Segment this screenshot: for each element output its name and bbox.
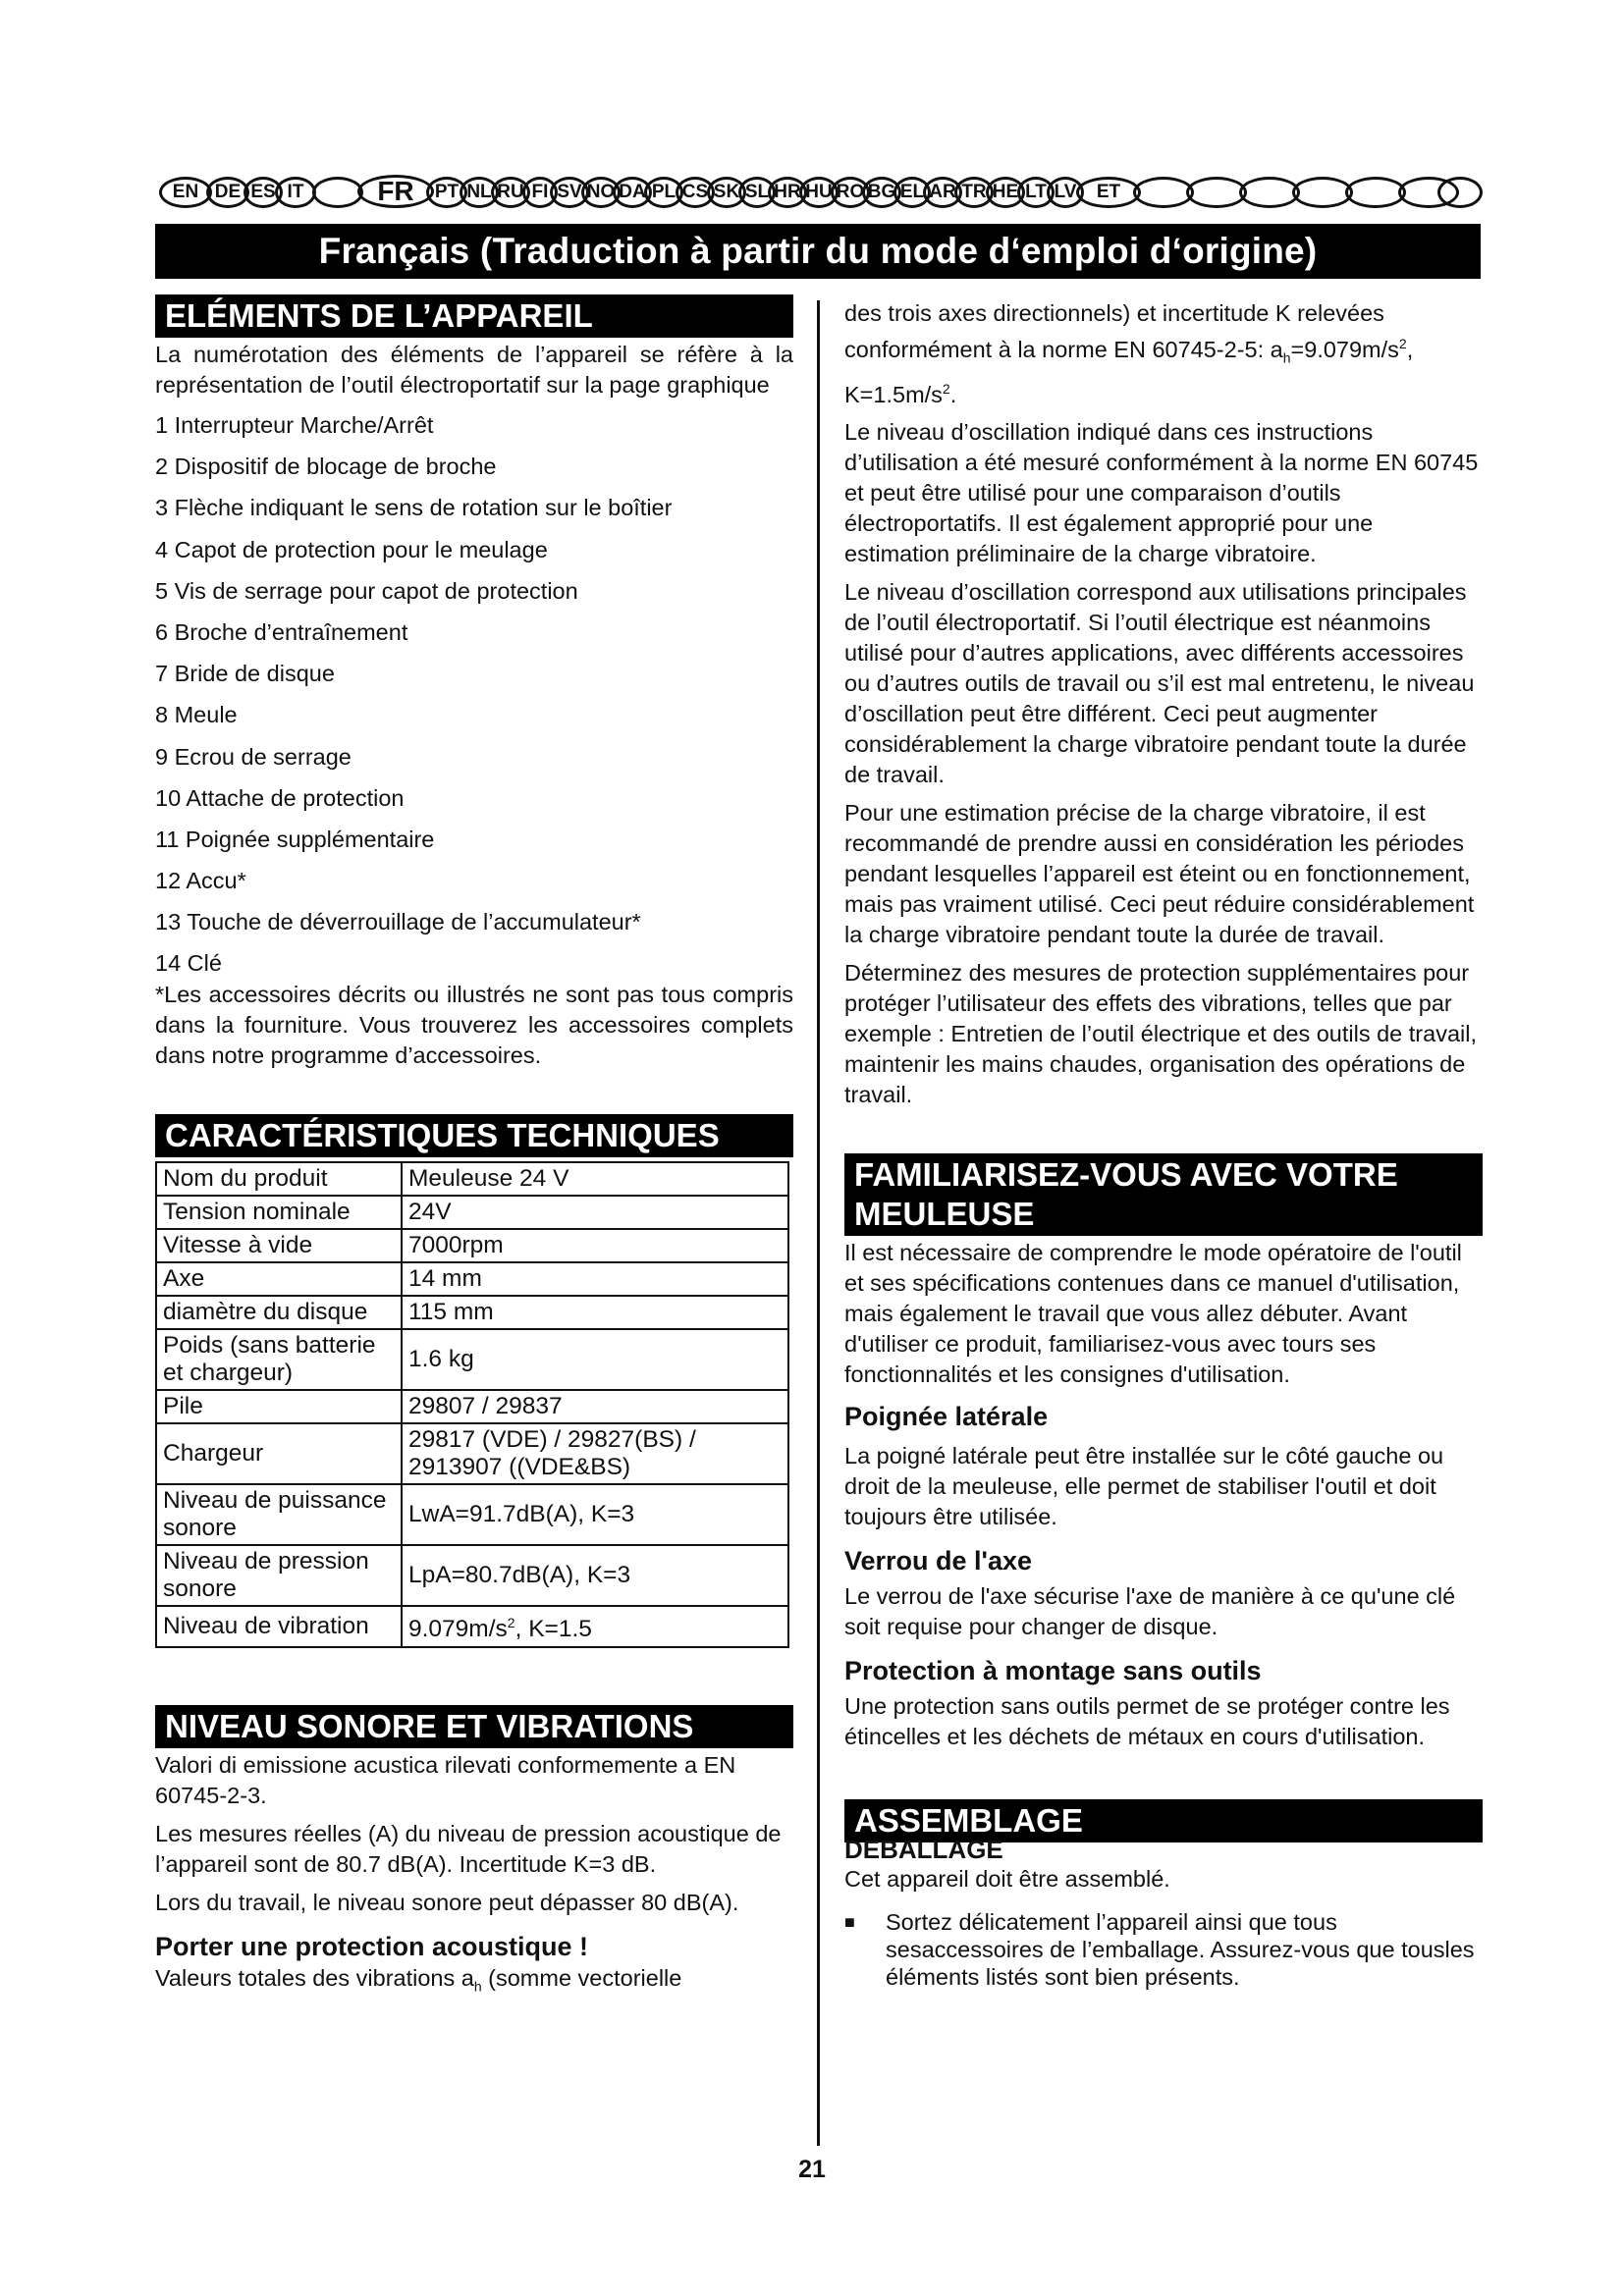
table-row [156,1262,788,1296]
table-row [156,1423,788,1484]
lang-tab-ro[interactable]: RO [831,177,870,208]
list-item: 7 Bride de disque [155,661,335,687]
side-handle-text: La poigné latérale peut être installée sur le côté gauche ou droit de la meuleuse, elle permet de stabiliser l'outil et doit toujours être utilisée. [844,1443,1444,1530]
lang-tab-en[interactable]: EN [159,177,212,208]
lang-tab-no[interactable]: NO [581,177,621,208]
lang-tab-he[interactable]: HE [986,177,1025,208]
table-row [156,1606,788,1646]
list-item: 4 Capot de protection pour le meulage [155,536,548,562]
familiar-intro: Il est nécessaire de comprendre le mode opératoire de l'outil et ses spécifications contenues dans ce manuel d'utilisation, mais également le travail que vous allez débuter. Avant d'utiliser ce produit, familiarisez-vous avec tours ses fonctionnalités et les consignes d'utilisation. [844,1240,1462,1388]
lang-tab-blank [1239,177,1300,208]
list-item: 9 Ecrou de serrage [155,743,352,770]
column-divider [817,300,820,2146]
lang-tab-pl[interactable]: PL [644,177,683,208]
lang-tab-hu[interactable]: HU [799,177,839,208]
list-item: 13 Touche de déverrouillage de l’accumulateur* [155,909,641,935]
spec-value: LpA=80.7dB(A), K=3 [402,1545,788,1606]
vibration-text-sub: h [473,1978,482,1995]
language-tabs [159,177,1480,216]
list-item: 1 Interrupteur Marche/Arrêt [155,412,434,438]
table-row [156,1329,788,1390]
spec-value: 29817 (VDE) / 29827(BS) / 2913907 ((VDE&BS) [402,1423,788,1484]
section-title-familiar [844,1153,1483,1236]
spec-value: 24V [402,1196,788,1229]
lang-tab-bg[interactable]: BG [862,177,901,208]
list-item: 12 Accu* [155,868,246,894]
lang-tab-blank [312,177,363,208]
continuation-text-c: , K=1.5m/s [844,336,1414,407]
vibration-values-text [155,1963,793,2002]
spec-value: 7000rpm [402,1229,788,1262]
spec-label: Vitesse à vide [156,1229,402,1262]
elements-list [155,410,793,978]
oscillation-paragraph-3: Pour une estimation précise de la charge vibratoire, il est recommandé de prendre aussi en considération les périodes pendant lesquelles l’appareil est éteint ou en fonctionnement, mais pas vraiment utilisé. Ceci peut réduire considérablement la charge vibratoire pendant toute la durée de travail. [844,800,1475,948]
spindle-lock-text: Le verrou de l'axe sécurise l'axe de manière à ce qu'une clé soit requise pour changer de disque. [844,1583,1456,1640]
list-item: 10 Attache de protection [155,784,405,811]
list-item [844,1908,1483,1991]
list-item: 8 Meule [155,702,238,728]
lang-tab-it[interactable]: IT [275,177,316,208]
list-item: 3 Flèche indiquant le sens de rotation sur le boîtier [155,495,673,521]
spec-label: Tension nominale [156,1196,402,1229]
spec-label: Niveau de vibration [156,1606,402,1646]
list-item: 11 Poignée supplémentaire [155,826,435,852]
oscillation-paragraph-1: Le niveau d’oscillation indiqué dans ces instructions d’utilisation a été mesuré conformément à la norme EN 60745 et peut être utilisé pour une comparaison d’outils électroportatifs. Il est également approprié pour une estimation préliminaire de la charge vibratoire. [844,419,1479,567]
hearing-protection-heading: Porter une protection acoustique ! [155,1931,589,1961]
accessories-footnote: *Les accessoires décrits ou illustrés ne sont pas tous compris dans la fourniture. Vous trouverez les accessoires complets dans notre programme d’accessoires. [155,982,793,1069]
list-item: 5 Vis de serrage pour capot de protection [155,577,578,604]
lang-tab-blank [1345,177,1406,208]
vibration-continuation [844,298,1483,409]
lang-tab-fr[interactable]: FR [357,175,434,208]
table-row [156,1229,788,1262]
spec-value: 1.6 kg [402,1329,788,1390]
lang-tab-es[interactable]: ES [244,177,283,208]
lang-tab-pt[interactable]: PT [426,177,467,208]
toolless-guard-text: Une protection sans outils permet de se protéger contre les étincelles et les déchets de métaux en cours d'utilisation. [844,1693,1450,1750]
list-item: 6 Broche d’entraînement [155,618,408,645]
vibration-text-b: (somme vectorielle [481,1964,682,1991]
lang-tab-nl[interactable]: NL [460,177,499,208]
unpacking-instruction: Sortez délicatement l’appareil ainsi que tous sesaccessoires de l’emballage. Assurez-vous que tousles éléments listés sont bien présents. [886,1909,1475,1991]
noise-standard-text: Valori di emissione acustica rilevati conformemente a EN 60745-2-3. [155,1751,736,1808]
spec-value: 29807 / 29837 [402,1390,788,1423]
lang-tab-hr[interactable]: HR [768,177,807,208]
familiar-title-line-1: FAMILIARISEZ-VOUS AVEC VOTRE [854,1156,1398,1194]
section-title-elements: ELÉMENTS DE L’APPAREIL [155,294,793,338]
section-title-assembly: ASSEMBLAGE [844,1799,1483,1842]
toolless-guard-heading: Protection à montage sans outils [844,1656,1262,1686]
lang-tab-de[interactable]: DE [206,177,249,208]
continuation-text-d: . [949,381,957,407]
lang-tab-blank [1133,177,1194,208]
assembly-intro: Cet appareil doit être assemblé. [844,1866,1170,1893]
square-bullet-icon: ■ [844,1912,855,1933]
continuation-text-a: des trois axes directionnels) et incertitude K relevées conformément à la norme EN 60745-2-5: a [844,300,1384,362]
spec-label: Poids (sans batterie et chargeur) [156,1329,402,1390]
continuation-sub: h [1282,349,1291,366]
table-row [156,1390,788,1423]
familiar-title-line-2: MEULEUSE [854,1196,1035,1233]
spec-label: Nom du produit [156,1162,402,1196]
specs-table [155,1161,789,1647]
spindle-lock-heading: Verrou de l'axe [844,1546,1033,1576]
lang-tab-fi[interactable]: FI [522,177,558,208]
spec-value: Meuleuse 24 V [402,1162,788,1196]
continuation-text-b: =9.079m/s [1290,336,1399,362]
page-title: Français (Traduction à partir du mode d‘emploi d‘origine) [155,224,1481,279]
lang-tab-blank [1292,177,1353,208]
spec-label: Niveau de puissance sonore [156,1484,402,1545]
list-item: 2 Dispositif de blocage de broche [155,454,497,480]
section-title-specs: CARACTÉRISTIQUES TECHNIQUES [155,1114,793,1157]
spec-label: Chargeur [156,1423,402,1484]
section-title-noise: NIVEAU SONORE ET VIBRATIONS [155,1705,793,1748]
spec-value-tail: , K=1.5 [514,1616,592,1643]
lang-tab-et[interactable]: ET [1076,177,1141,208]
table-row [156,1484,788,1545]
spec-value: 14 mm [402,1262,788,1296]
lang-tab-ru[interactable]: RU [491,177,530,208]
lang-tab-sl[interactable]: SL [738,177,776,208]
spec-value: 115 mm [402,1296,788,1329]
continuation-sup2: 2 [942,380,950,397]
table-row [156,1545,788,1606]
spec-label: Axe [156,1262,402,1296]
table-row [156,1162,788,1196]
noise-measure-text: Les mesures réelles (A) du niveau de pression acoustique de l’appareil sont de 80.7 dB(A). Incertitude K=3 dB. [155,1820,782,1877]
oscillation-paragraph-4: Déterminez des mesures de protection supplémentaires pour protéger l’utilisateur des effets des vibrations, telles que par exemple : Entretien de l’outil électrique et des outils de travail, maintenir les mains chaudes, organisation des opérations de travail. [844,960,1477,1108]
side-handle-heading: Poignée latérale [844,1402,1049,1432]
page-number: 21 [798,2156,826,2183]
left-column [155,294,793,2002]
unpacking-heading: DEBALLAGE [844,1835,1003,1865]
list-item: 14 Clé [155,950,222,977]
spec-value [402,1606,788,1646]
lang-tab-da[interactable]: DA [613,177,652,208]
lang-tab-blank [1186,177,1247,208]
lang-tab-ar[interactable]: AR [923,177,962,208]
spec-value: LwA=91.7dB(A), K=3 [402,1484,788,1545]
noise-level-text: Lors du travail, le niveau sonore peut dépasser 80 dB(A). [155,1889,739,1915]
lang-tab-lt[interactable]: LT [1017,177,1055,208]
spec-label: Niveau de pression sonore [156,1545,402,1606]
lang-tab-sk[interactable]: SK [707,177,746,208]
vibration-text-a: Valeurs totales des vibrations a [155,1964,474,1991]
right-column [844,298,1483,1991]
lang-tab-tr[interactable]: TR [954,177,994,208]
spec-label: Pile [156,1390,402,1423]
lang-tab-sv[interactable]: SV [550,177,589,208]
oscillation-paragraph-2: Le niveau d’oscillation correspond aux utilisations principales de l’outil électroportatif. Si l’outil électrique est néanmoins utilisé pour d’autres applications, avec différents accessoires ou d’autres outils de travail ou s’il est mal entretenu, le niveau d’oscillation peut être différent. Ceci peut augmenter considérablement la charge vibratoire pendant toute la durée de travail. [844,579,1475,788]
table-row [156,1296,788,1329]
spec-value-exponent: 2 [507,1615,515,1631]
table-row [156,1196,788,1229]
lang-tab-el[interactable]: EL [893,177,931,208]
spec-value-number: 9.079m/s [408,1616,508,1643]
lang-tab-lv[interactable]: LV [1047,177,1084,208]
elements-intro: La numérotation des éléments de l’appareil se réfère à la représentation de l’outil électroportatif sur la page graphique [155,342,793,398]
lang-tab-cs[interactable]: CS [676,177,715,208]
lang-tab-blank [1437,177,1483,208]
spec-label: diamètre du disque [156,1296,402,1329]
continuation-sup: 2 [1398,336,1407,351]
